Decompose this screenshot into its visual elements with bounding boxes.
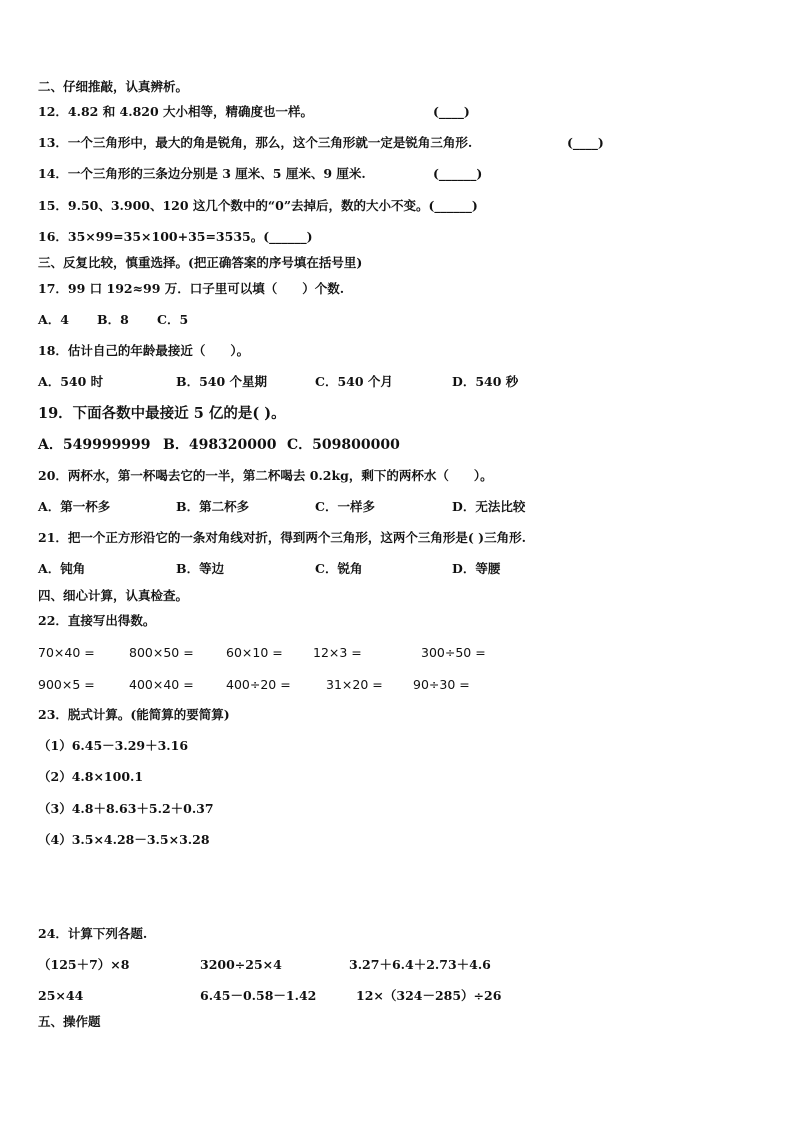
question-21: 21．把一个正方形沿它的一条对角线对折，得到两个三角形，这两个三角形是( )三角形. [38,530,526,545]
section-3-heading: 三、反复比较，慎重选择。(把正确答案的序号填在括号里) [38,255,363,270]
option-20-b[interactable]: B．第二杯多 [176,499,250,514]
option-19-c[interactable]: C．509800000 [287,437,400,453]
step-calc-3: （3）4.8＋8.63＋5.2＋0.37 [38,801,214,816]
section-5-heading: 五、操作题 [38,1014,101,1029]
question-13: 13．一个三角形中，最大的角是锐角，那么，这个三角形就一定是锐角三角形. [38,135,473,150]
question-22: 22．直接写出得数。 [38,613,156,628]
question-12: 12．4.82 和 4.820 大小相等，精确度也一样。 [38,104,314,119]
section-4-heading: 四、细心计算，认真检查。 [38,588,189,603]
oral-calc-1: 70×40 = [38,645,95,660]
option-21-c[interactable]: C．锐角 [315,561,363,576]
option-17-a[interactable]: A．4 [38,312,69,327]
oral-calc-2: 800×50 = [129,645,194,660]
option-18-d[interactable]: D．540 秒 [452,374,519,389]
question-24: 24．计算下列各题. [38,926,148,941]
question-14: 14．一个三角形的三条边分别是 3 厘米、5 厘米、9 厘米. [38,166,366,181]
oral-calc-7: 400×40 = [129,677,194,692]
question-23: 23．脱式计算。(能简算的要简算) [38,707,230,722]
step-calc-4: （4）3.5×4.28－3.5×3.28 [38,832,210,847]
answer-blank-12[interactable]: (____) [433,104,470,119]
option-20-d[interactable]: D．无法比较 [452,499,526,514]
step-calc-2: （2）4.8×100.1 [38,769,144,784]
question-19: 19．下面各数中最接近 5 亿的是( )。 [38,405,286,422]
option-21-d[interactable]: D．等腰 [452,561,501,576]
answer-blank-13[interactable]: (____) [567,135,604,150]
section-2-heading: 二、仔细推敲，认真辨析。 [38,79,189,94]
calc-24-3: 3.27＋6.4＋2.73＋4.6 [349,957,491,972]
question-18: 18．估计自己的年龄最接近（ ）。 [38,343,250,358]
oral-calc-10: 90÷30 = [413,677,470,692]
option-18-c[interactable]: C．540 个月 [315,374,393,389]
calc-24-2: 3200÷25×4 [200,957,282,972]
oral-calc-6: 900×5 = [38,677,95,692]
option-20-c[interactable]: C．一样多 [315,499,375,514]
oral-calc-8: 400÷20 = [226,677,291,692]
option-20-a[interactable]: A．第一杯多 [38,499,111,514]
option-21-a[interactable]: A．钝角 [38,561,86,576]
option-18-b[interactable]: B．540 个星期 [176,374,268,389]
calc-24-6: 12×（324－285）÷26 [356,988,502,1003]
question-20: 20．两杯水，第一杯喝去它的一半，第二杯喝去 0.2kg，剩下的两杯水（ ）。 [38,468,493,483]
question-16: 16．35×99=35×100+35=3535。(______) [38,229,313,244]
oral-calc-4: 12×3 = [313,645,362,660]
option-19-a[interactable]: A．549999999 [38,437,151,453]
oral-calc-9: 31×20 = [326,677,383,692]
question-17: 17．99 口 192≈99 万．口子里可以填（ ）个数. [38,281,345,296]
calc-24-5: 6.45－0.58－1.42 [200,988,317,1003]
option-17-c[interactable]: C．5 [157,312,189,327]
calc-24-1: （125＋7）×8 [38,957,130,972]
option-18-a[interactable]: A．540 时 [38,374,104,389]
answer-blank-14[interactable]: (______) [433,166,483,181]
oral-calc-5: 300÷50 = [421,645,486,660]
step-calc-1: （1）6.45－3.29＋3.16 [38,738,189,753]
calc-24-4: 25×44 [38,988,84,1003]
question-15: 15．9.50、3.900、120 这几个数中的“0”去掉后，数的大小不变。(______) [38,198,478,213]
option-21-b[interactable]: B．等边 [176,561,225,576]
oral-calc-3: 60×10 = [226,645,283,660]
option-19-b[interactable]: B．498320000 [163,437,277,453]
option-17-b[interactable]: B．8 [97,312,129,327]
